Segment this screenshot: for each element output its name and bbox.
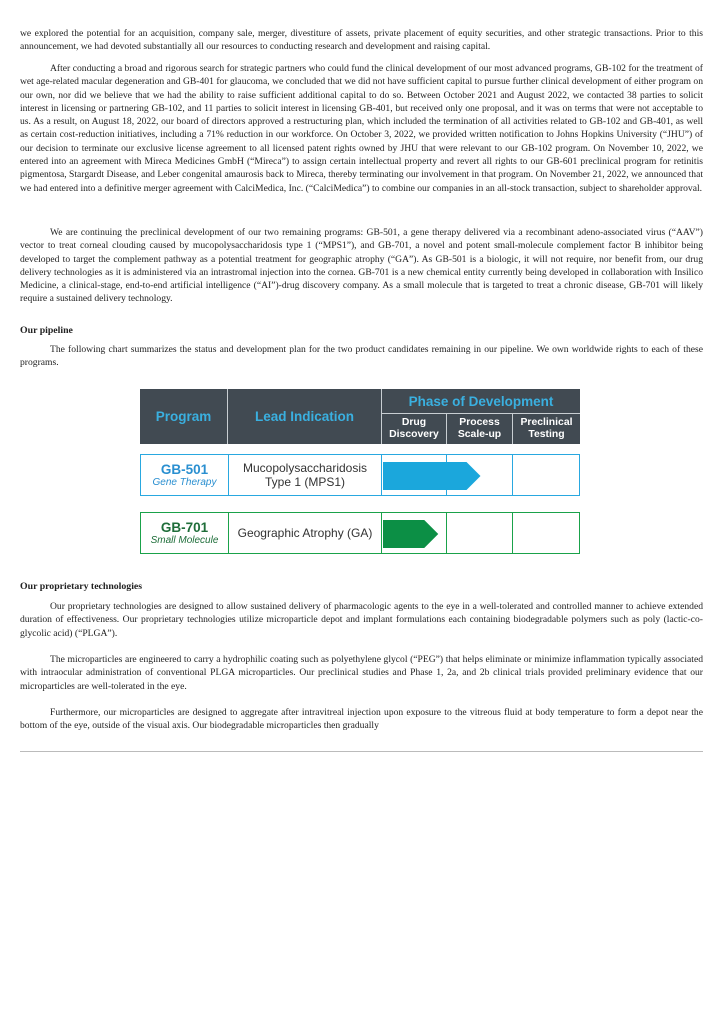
paragraph-2: After conducting a broad and rigorous search for strategic partners who could fund the clinical development of our most advanced programs, GB-102 for the treatment of wet age-related macular degeneration and GB-401 for glaucoma, we concluded that we did not have sufficient capital to pursue further clinical development of either program on our own, nor did we believe that we had the ability to raise sufficient additional capital to do so. Between October 2021 and August 2022, we contacted 38 parties to solicit interest in licensing or partnering GB-102, and 11 parties to solicit interest in licensing GB-401, but received only one proposal, and it was on terms that were not acceptable to us. As a result, on August 18, 2022, our board of directors approved a restructuring plan, which included the termination of all activities related to GB-102 and GB-401, as well as certain cost-reduction initiatives, including a 71% reduction in our workforce. On October 3, 2022, we provided written notification to Johns Hopkins University (“JHU”) of our decision to terminate our exclusive license agreement to all licensed patent rights owned by JHU that were relevant to our GB-102 program. On November 10, 2022, we entered into an agreement with Mireca Medicines GmbH (“Mireca”) to assign certain intellectual property and revert all rights to our GB-601 preclinical program for retinitis pigmentosa, Stargardt Disease, and Leber congenital amaurosis back to Mireca, thereby terminating our involvement in that program. On November 21, 2022, we announced that we had entered into a definitive merger agreement with CalciMedica, Inc. (“CalciMedica”) to combine our companies in an all-stock transaction, subject to shareholder approval. [20, 63, 703, 194]
header-phase-of-development: Phase of Development [408, 393, 554, 409]
pipeline-row-gb-701 [140, 512, 580, 554]
paragraph-3: We are continuing the preclinical development of our two remaining programs: GB-501, a gene therapy delivered via a recombinant adeno-associated virus (“AAV”) vector to treat corneal clouding caused by mucopolysaccharidosis type 1 (“MPS1”), and GB-701, a novel and potent small-molecule complement factor B inhibitor being developed to target the complement pathway as a potential treatment for geographic atrophy (“GA”). As GB-501 is a biologic, it will not require, nor benefit from, our drug delivery technologies as it is administered via an intrastromal injection into the cornea. GB-701 is a new chemical entity currently being developed in collaboration with Insilico Medicine, a clinical-stage, end-to-end artificial intelligence (“AI”)-drug discovery company. As a small molecule that is targeted to treat a chronic disease, GB-701 will likely require a sustained delivery technology. [20, 227, 703, 305]
header-process-line2: Scale-up [457, 429, 502, 440]
header-lead-indication: Lead Indication [254, 409, 354, 424]
progress-arrow-shape [383, 462, 481, 490]
program-modality: Gene Therapy [152, 476, 217, 488]
header-drug-discovery [382, 414, 446, 444]
header-drug-line1: Drug [401, 417, 427, 428]
paragraph-1: we explored the potential for an acquisition, company sale, merger, divestiture of assets, private placement of equity securities, and other strategic transactions. Prior to this announcement, we had devoted substantially all our resources to conducting research and development and raising capital. [20, 28, 703, 53]
heading-our-pipeline: Our pipeline [20, 325, 73, 336]
stage-cell-preclinical [513, 455, 579, 495]
paragraph-6: The microparticles are engineered to carry a hydrophilic coating such as polyethylene glycol (“PEG”) that helps eliminate or minimize inflammation typically associated with intraocular administration of conventional PLGA microparticles. Our preclinical studies and Phase 1, 2a, and 2b clinical trials provided preliminary evidence that our microparticles are well-tolerated in the eye. [20, 654, 703, 692]
indication-cell [229, 513, 382, 553]
page-divider [20, 751, 703, 752]
paragraph-pipeline-intro: The following chart summarizes the status and development plan for the two product candidates remaining in our pipeline. We own worldwide rights to each of these programs. [20, 344, 703, 369]
program-modality: Small Molecule [150, 534, 219, 546]
pipeline-row-gb-501 [140, 454, 580, 496]
indication-line1: Mucopolysaccharidosis [242, 461, 368, 475]
header-process-line1: Process [459, 417, 500, 428]
progress-arrow-shape [383, 520, 438, 548]
header-preclinical-line2: Testing [528, 429, 565, 440]
progress-arrow-gb-701 [383, 520, 493, 548]
indication-line1: Geographic Atrophy (GA) [237, 526, 373, 540]
stage-cell-preclinical [513, 513, 579, 553]
heading-proprietary-technologies: Our proprietary technologies [20, 581, 143, 592]
indication-cell [229, 455, 382, 495]
progress-arrow-gb-501 [383, 462, 493, 490]
pipeline-chart [140, 389, 580, 557]
indication-line2: Type 1 (MPS1) [264, 475, 346, 489]
header-program: Program [155, 409, 212, 424]
program-name: GB-501 [160, 461, 209, 477]
paragraph-5: Our proprietary technologies are designed to allow sustained delivery of pharmacologic agents to the eye in a well-tolerated and controlled manner to achieve extended duration of effectiveness. Our proprietary technologies utilize microparticle depot and implant formulations each containing biodegradable polymers such as poly (lactic-co-glycolic acid) (“PLGA”). [20, 601, 703, 639]
header-drug-line2: Discovery [389, 429, 439, 440]
header-preclinical-line1: Preclinical [520, 417, 573, 428]
paragraph-7: Furthermore, our microparticles are designed to aggregate after intravitreal injection upon exposure to the vitreous fluid at body temperature to form a depot near the bottom of the eye, outside of the visual axis. Our biodegradable microparticles then gradually [20, 707, 703, 732]
header-preclinical-testing [513, 414, 580, 444]
program-name: GB-701 [160, 519, 209, 535]
program-cell [141, 455, 229, 495]
program-cell [141, 513, 229, 553]
header-process-scale-up [447, 414, 512, 444]
